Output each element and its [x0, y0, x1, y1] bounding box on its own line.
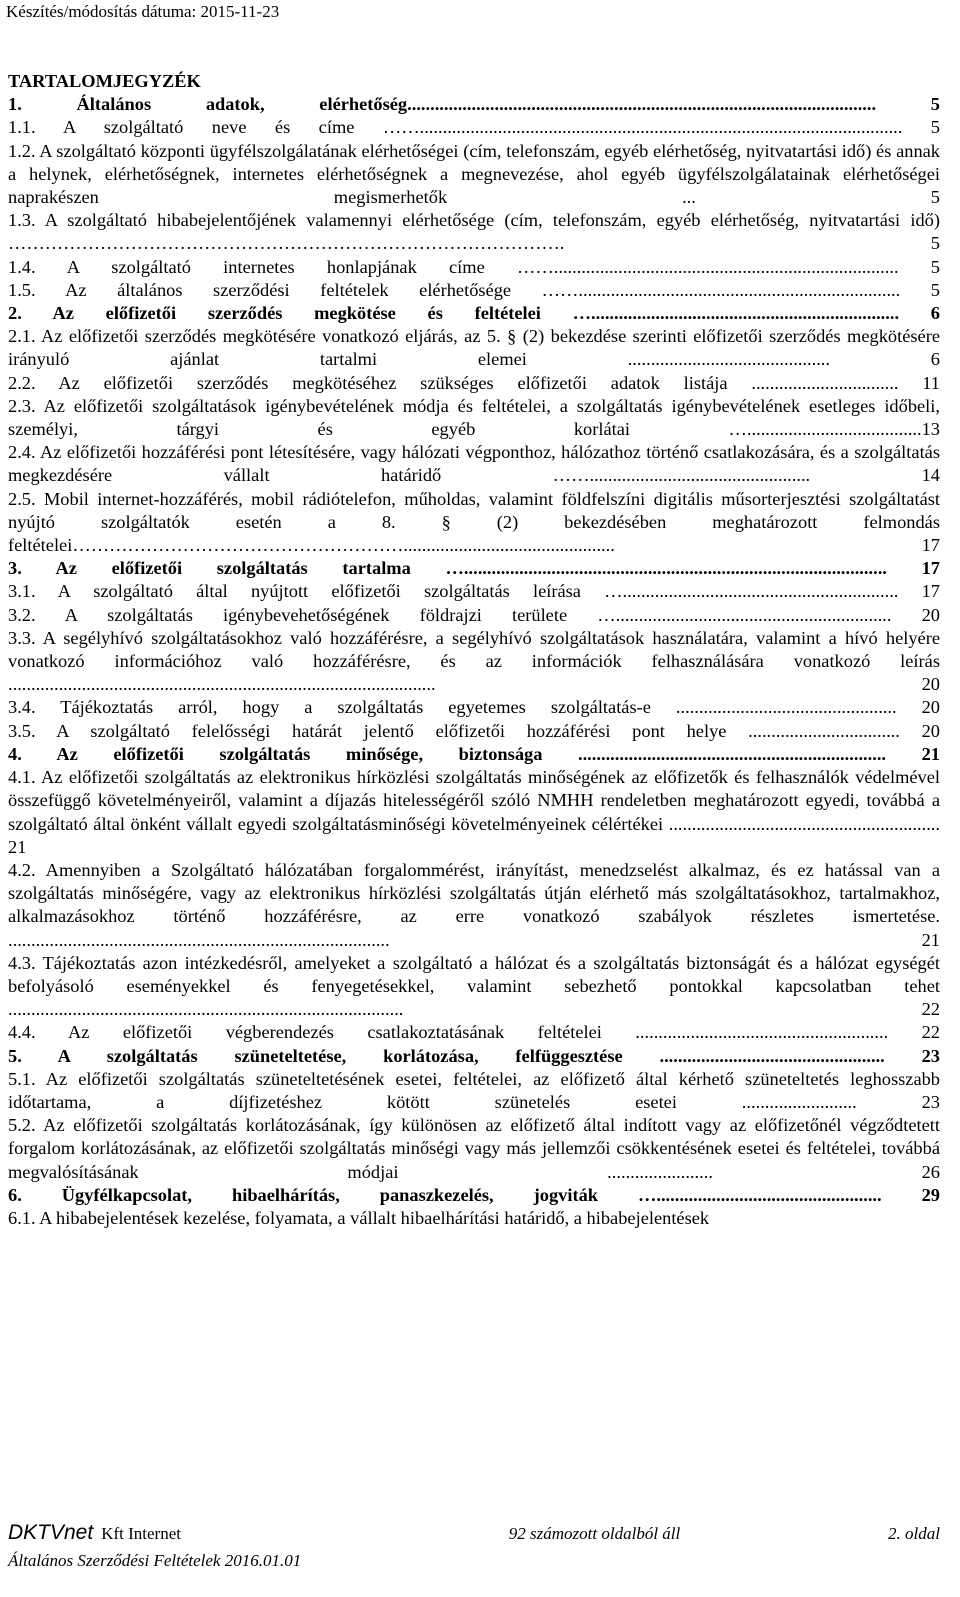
toc-entry: 4. Az előfizetői szolgáltatás minősége, biztonsága ................................................................... 21 — [8, 743, 940, 764]
toc-entry: 1.2. A szolgáltató központi ügyfélszolgálatának elérhetőségei (cím, telefonszám, egyéb elérhetőség, nyitvatartási idő) és annak a helynek, elérhetőségnek, internetes elérhetőségnek a megnevezése, ahol egyéb ügyfélszolgálatainak elérhetőségei naprakészen megismerhetők ... 5 — [8, 140, 940, 208]
toc-entry: 5.2. Az előfizetői szolgáltatás korlátozásának, így különösen az előfizető által indított vagy az előfizetőnél végződtetett forgalom korlátozásának, az előfizetői szolgáltatás minőségi vagy más jellemzői csökkentésének esetei és feltételei, továbbá megvalósításának módjai ....................... 26 — [8, 1115, 940, 1182]
brand-name: DKTVnet — [8, 1521, 94, 1544]
toc-entry: 2.5. Mobil internet-hozzáférés, mobil rádiótelefon, műholdas, valamint földfelszíni digitális műsorterjesztési szolgáltatást nyújtó szolgáltatók esetén a 8. § (2) bekezdésében meghatározott felmondás feltételei……………………………………………….............................................. 17 — [8, 488, 940, 556]
toc-entry: 2. Az előfizetői szerződés megkötése és feltételei …................................................................... 6 — [8, 303, 940, 324]
toc-entry: 2.1. Az előfizetői szerződés megkötésére vonatkozó eljárás, az 5. § (2) bekezdése szerinti előfizetői szerződés megkötésére irányuló ajánlat tartalmi elemei ............................................ 6 — [8, 326, 940, 370]
toc-title: TARTALOMJEGYZÉK — [8, 71, 201, 91]
page-number: 2. oldal — [888, 1524, 940, 1543]
document-title: Általános Szerződési Feltételek 2016.01.01 — [8, 1551, 302, 1570]
toc-entry: 4.2. Amennyiben a Szolgáltató hálózatában forgalommérést, irányítást, menedzselést alkalmaz, és ez hatással van a szolgáltatás minőségére, vagy az elektronikus hírközlési szolgáltatás útján elérhető más szolgáltatásokhoz, tartalmakhoz, alkalmazásokhoz történő hozzáférésre, az erre vonatkozó szabályok részletes ismertetése. ................................................................................... 21 — [8, 859, 940, 950]
toc-entry: 2.3. Az előfizetői szolgáltatások igénybevételének módja és feltételei, a szolgáltatás igénybevételének esetleges időbeli, személyi, tárgyi és egyéb korlátai …......................................13 — [8, 395, 940, 440]
footer-brand — [8, 1521, 181, 1545]
toc-entry: 3.3. A segélyhívó szolgáltatásokhoz való hozzáférésre, a segélyhívó szolgáltatások használatára, valamint a hívó helyére vonatkozó információhoz való hozzáférésre, és az információk felhasználására vonatkozó leírás ............................................................................................. 20 — [8, 627, 940, 695]
toc-entry: 6.1. A hibabejelentések kezelése, folyamata, a vállalt hibaelhárítási határidő, a hibabejelentések — [8, 1207, 710, 1228]
toc-entry: 5.1. Az előfizetői szolgáltatás szüneteltetésének esetei, feltételei, az előfizető által kérhető szüneteltetés leghosszabb időtartama, a díjfizetéshez kötött szünetelés esetei ......................... 23 — [8, 1068, 940, 1112]
toc-entry: 3.1. A szolgáltató által nyújtott előfizetői szolgáltatás leírása …............................................................ 17 — [8, 581, 940, 602]
page-count-note: 92 számozott oldalból áll — [508, 1524, 681, 1543]
toc-entry: 1.3. A szolgáltató hibabejelentőjének valamennyi elérhetősége (cím, telefonszám, egyéb elérhetőség, nyitvatartási idő) ………………………………………………………………………………. 5 — [8, 210, 940, 254]
table-of-contents — [8, 70, 940, 1230]
toc-entry: 1. Általános adatok, elérhetőség...................................................................................................... 5 — [8, 94, 940, 115]
toc-entry: 1.4. A szolgáltató internetes honlapjának címe ……........................................................................... 5 — [8, 256, 940, 277]
toc-entry: 2.2. Az előfizetői szerződés megkötéséhez szükséges előfizetői adatok listája ................................ 11 — [8, 372, 940, 393]
company-name: Kft Internet — [101, 1524, 181, 1543]
toc-entry: 3.2. A szolgáltatás igénybevehetőségének földrajzi területe …............................................................ 20 — [8, 604, 940, 625]
toc-entry: 3.4. Tájékoztatás arról, hogy a szolgáltatás egyetemes szolgáltatás-e ................................................ 20 — [8, 697, 940, 718]
page-footer — [8, 1521, 940, 1571]
toc-entry: 5. A szolgáltatás szüneteltetése, korlátozása, felfüggesztése ................................................. 23 — [8, 1045, 940, 1066]
toc-entry: 3. Az előfizetői szolgáltatás tartalma …............................................................................................ 17 — [8, 558, 940, 579]
toc-entry: 6. Ügyfélkapcsolat, hibaelhárítás, panaszkezelés, jogviták …................................................. 29 — [8, 1184, 940, 1205]
toc-entry: 4.4. Az előfizetői végberendezés csatlakoztatásának feltételei ....................................................... 22 — [8, 1022, 940, 1043]
toc-entry: 1.5. Az általános szerződési feltételek elérhetősége ……...................................................................... 5 — [8, 279, 940, 300]
toc-entry: 4.1. Az előfizetői szolgáltatás az elektronikus hírközlési szolgáltatás minőségének az előfizetők és felhasználók védelmével összefüggő követelményeiről, valamint a díjazás hitelességéről szóló NMHH rendeletben meghatározott egyedi, továbbá a szolgáltató által önként vállalt egyedi szolgáltatásminőségi követelményeinek célértékei ........................................................... 21 — [8, 767, 940, 857]
toc-entries — [8, 93, 940, 1230]
toc-entry: 4.3. Tájékoztatás azon intézkedésről, amelyeket a szolgáltató a hálózat és a szolgáltatás biztonságát és a hálózat egységét befolyásoló eseményekkel és fenyegetésekkel, valamint sebezhető pontokkal kapcsolatban tehet ...................................................................................... 22 — [8, 952, 940, 1020]
toc-entry: 2.4. Az előfizetői hozzáférési pont létesítésére, vagy hálózati végponthoz, hálózathoz történő csatlakozására, és a szolgáltatás megkezdésére vállalt határidő ……................................................ 14 — [8, 442, 940, 486]
toc-entry: 3.5. A szolgáltató felelősségi határát jelentő előfizetői hozzáférési pont helye ................................. 20 — [8, 720, 940, 741]
toc-entry: 1.1. A szolgáltató neve és címe ……......................................................................................................... 5 — [8, 117, 940, 138]
revision-date: Készítés/módosítás dátuma: 2015-11-23 — [6, 2, 280, 21]
